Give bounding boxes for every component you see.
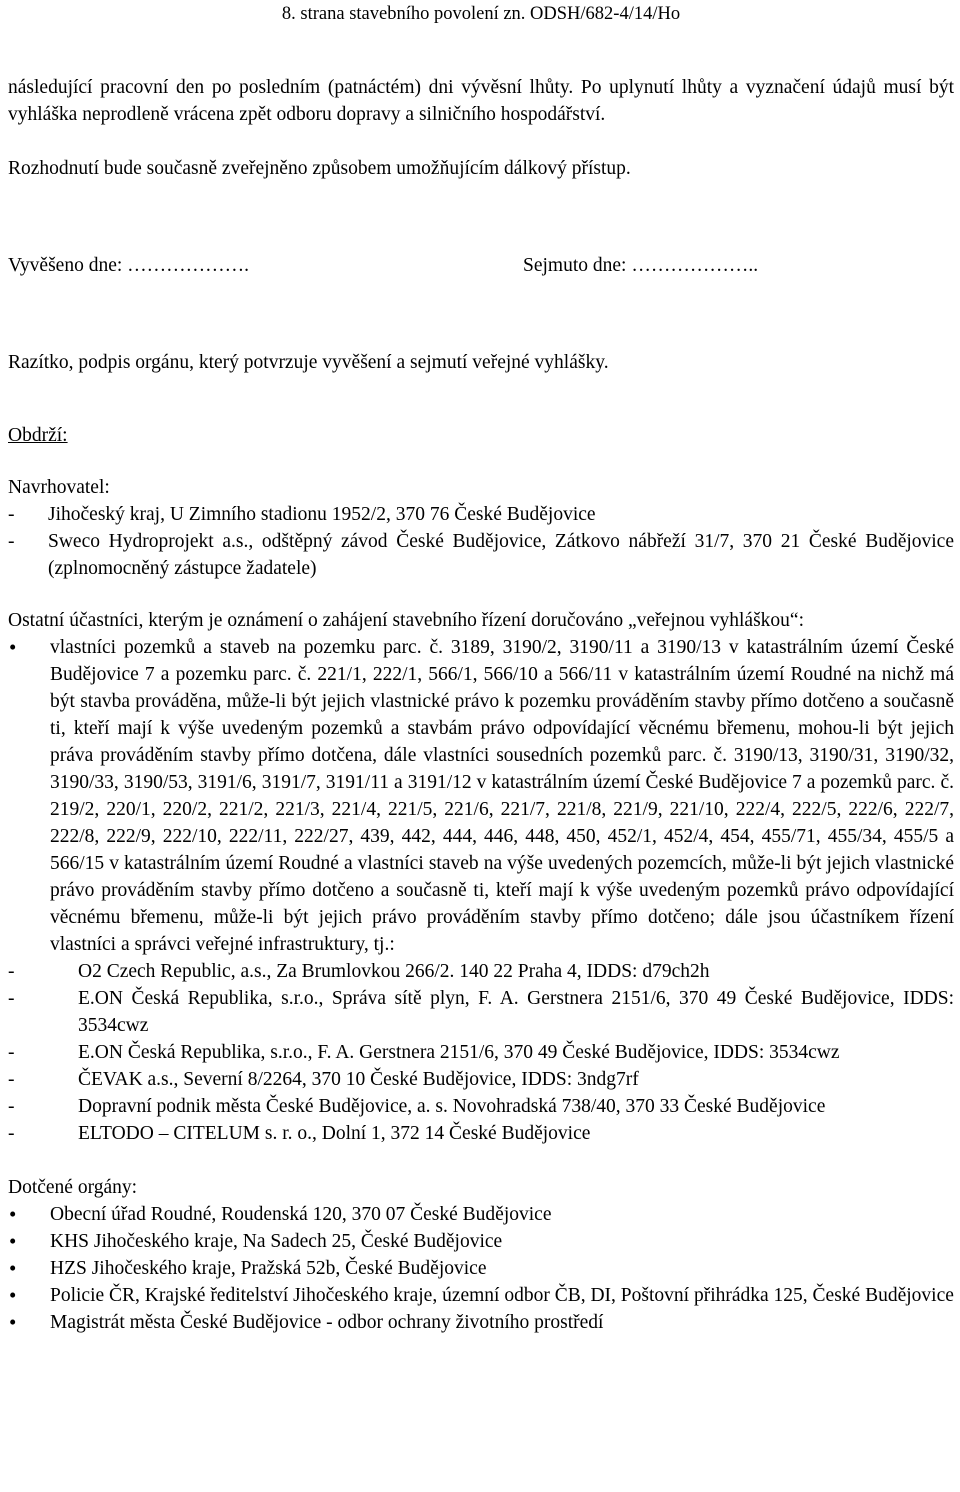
list-item: • vlastníci pozemků a staveb na pozemku parc. č. 3189, 3190/2, 3190/11 a 3190/13 v katastrálním území České Budějovice 7 a pozemku parc. č. 221/1, 222/1, 566/1, 566/10 a 566/11 v katastrálním území Roudné na nichž má být stavba prováděna, může-li být jejich vlastnické právo k pozemku prováděním stavby přímo dotčeno a současně ti, kteří mají k výše uvedeným pozemků a stavbám právo odpovídající věcnému břemenu, mohou-li být jejich práva prováděním stavby přímo dotčena, dále vlastníci sousedních pozemků parc. č. 3190/13, 3190/31, 3190/32, 3190/33, 3190/53, 3191/6, 3191/7, 3191/11 a 3191/12 v katastrálním území České Budějovice 7 a pozemků parc. č. 219/2, 220/1, 220/2, 221/2, 221/3, 221/4, 221/5, 221/6, 221/7, 221/8, 221/9, 221/10, 222/4, 222/5, 222/6, 222/7, 222/8, 222/9, 222/10, 222/11, 222/27, 439, 442, 444, 446, 448, 450, 452/1, 452/4, 454, 455/71, 455/34, 455/5 a 566/15 v katastrálním území Roudné a vlastníci staveb na výše uvedených pozemcích, může-li být jejich vlastnické právo prováděním stavby přímo dotčeno a současně ti, kteří mají k výše uvedeným pozemků právo odpovídající věcnému břemenu, může-li být jejich právo prováděním stavby přímo dotčeno; dále jsou účastníkem řízení vlastníci a správci veřejné infrastruktury, tj.: xyxy=(8,634,954,958)
posted-date-label: Vyvěšeno dne: ………………. xyxy=(8,255,250,276)
list-item: - ELTODO – CITELUM s. r. o., Dolní 1, 372 14 České Budějovice xyxy=(8,1120,954,1147)
applicants-list xyxy=(8,501,954,582)
list-item: - Jihočeský kraj, U Zimního stadionu 1952/2, 370 76 České Budějovice xyxy=(8,501,954,528)
publication-note: Rozhodnutí bude současně zveřejněno způsobem umožňujícím dálkový přístup. xyxy=(8,158,631,179)
other-participants-heading: Ostatní účastníci, kterým je oznámení o zahájení stavebního řízení doručováno „veřejnou vyhláškou“: xyxy=(8,610,804,631)
list-item: - Dopravní podnik města České Budějovice, a. s. Novohradská 738/40, 370 33 České Budějovice xyxy=(8,1093,954,1120)
list-item: • Magistrát města České Budějovice - odbor ochrany životního prostředí xyxy=(8,1309,954,1336)
recipients-heading: Obdrží: xyxy=(8,425,68,446)
document-page xyxy=(8,0,954,1336)
list-item: • Policie ČR, Krajské ředitelství Jihočeského kraje, územní odbor ČB, DI, Poštovní přihrádka 125, České Budějovice xyxy=(8,1282,954,1309)
posting-dates-row xyxy=(8,252,954,279)
list-item: - Sweco Hydroprojekt a.s., odštěpný závod České Budějovice, Zátkovo nábřeží 31/7, 370 21 České Budějovice (zplnomocněný zástupce žadatele) xyxy=(8,528,954,582)
list-item: - E.ON Česká Republika, s.r.o., F. A. Gerstnera 2151/6, 370 49 České Budějovice, IDDS: 3534cwz xyxy=(8,1039,954,1066)
authorities-list xyxy=(8,1201,954,1336)
removed-date-label: Sejmuto dne: ……………….. xyxy=(523,255,759,276)
list-item: - ČEVAK a.s., Severní 8/2264, 370 10 České Budějovice, IDDS: 3ndg7rf xyxy=(8,1066,954,1093)
list-item: • HZS Jihočeského kraje, Pražská 52b, České Budějovice xyxy=(8,1255,954,1282)
other-participants-list xyxy=(8,634,954,958)
authorities-heading: Dotčené orgány: xyxy=(8,1177,138,1198)
page-header: 8. strana stavebního povolení zn. ODSH/682-4/14/Ho xyxy=(281,4,681,24)
list-item: - O2 Czech Republic, a.s., Za Brumlovkou 266/2. 140 22 Praha 4, IDDS: d79ch2h xyxy=(8,958,954,985)
applicant-heading: Navrhovatel: xyxy=(8,477,110,498)
intro-paragraph: následující pracovní den po posledním (patnáctém) dni vývěsní lhůty. Po uplynutí lhůty a vyznačení údajů musí být vyhláška neprodleně vrácena zpět odboru dopravy a silničního hospodářství. xyxy=(8,77,954,125)
list-item: - E.ON Česká Republika, s.r.o., Správa sítě plyn, F. A. Gerstnera 2151/6, 370 49 České Budějovice, IDDS: 3534cwz xyxy=(8,985,954,1039)
list-item: • KHS Jihočeského kraje, Na Sadech 25, České Budějovice xyxy=(8,1228,954,1255)
stamp-note: Razítko, podpis orgánu, který potvrzuje vyvěšení a sejmutí veřejné vyhlášky. xyxy=(8,352,609,373)
list-item: • Obecní úřad Roudné, Roudenská 120, 370 07 České Budějovice xyxy=(8,1201,954,1228)
infrastructure-list xyxy=(8,958,954,1147)
